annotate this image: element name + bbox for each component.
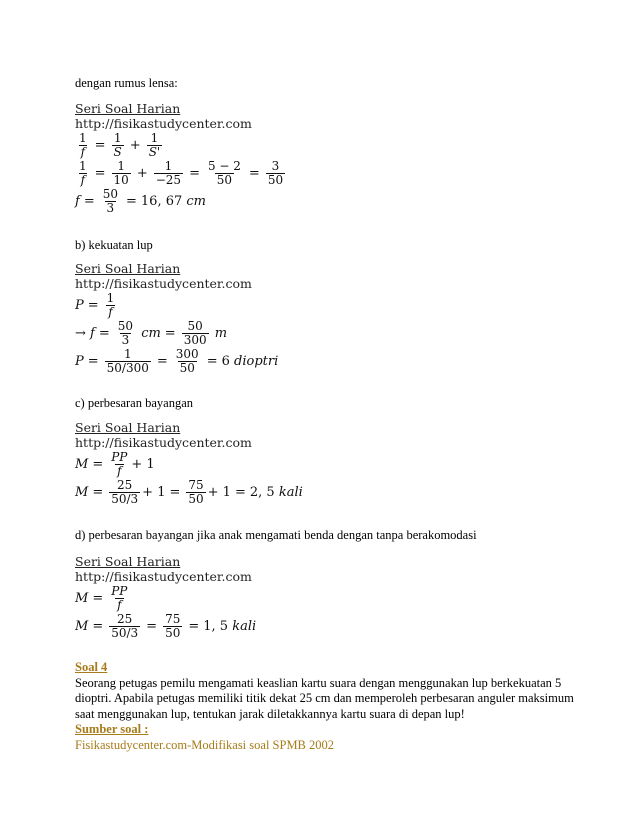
site-url: http://fisikastudycenter.com [75,569,252,584]
site-url: http://fisikastudycenter.com [75,276,252,291]
equation-block-c [75,420,303,506]
section-c-label: c) perbesaran bayangan [75,396,193,410]
site-title: Seri Soal Harian [75,420,181,435]
equation-lens-formula: $\frac{1}{f}$ = $\frac{1}{S}$ + $\frac{1}{S'}$ [79,131,161,159]
problem-body: Seorang petugas pemilu mengamati keaslian kartu suara dengan menggunakan lup berkekuatan 5 dioptri. Apabila petugas memiliki titik dekat 25 cm dan memperoleh perbesaran anguler maksimum saat menggunakan lup, tentukan jarak diletakkannya kartu suara di depan lup! [75,675,574,721]
problem-4 [75,660,575,753]
equation-block-b [75,261,278,375]
source-label: Sumber soal : [75,722,149,736]
equation-magnification-formula: M = $\frac{PP}{f}$ + 1 [75,450,155,478]
equation-relaxed-formula: M = $\frac{PP}{f}$ [75,584,128,612]
site-title: Seri Soal Harian [75,101,181,116]
site-url: http://fisikastudycenter.com [75,116,252,131]
equation-focal-conversion: → f = $\frac{50}{3}$ cm = $\frac{50}{300}$ m [75,319,228,347]
site-title: Seri Soal Harian [75,554,181,569]
equation-magnification-result: M = $\frac{25}{50/3}$ + 1 = $\frac{75}{50}$ + 1 = 2, 5 kali [75,478,303,506]
site-url: http://fisikastudycenter.com [75,435,252,450]
source-text: Fisikastudycenter.com-Modifikasi soal SPMB 2002 [75,737,335,752]
equation-relaxed-result: M = $\frac{25}{50/3}$ = $\frac{75}{50}$ = 1, 5 kali [75,612,257,640]
equation-focal-length: f = $\frac{50}{3}$ = 16, 67 cm [75,187,207,215]
intro-text: dengan rumus lensa: [75,76,178,90]
equation-power-result: P = $\frac{1}{50/300}$ = $\frac{300}{50}$ = 6 dioptri [75,347,279,375]
equation-lens-substitution: $\frac{1}{f}$ = $\frac{1}{10}$ + $\frac{1}{-25}$ = $\frac{5 - 2}{50}$ = $\frac{3}{50}$ [79,159,284,187]
site-title: Seri Soal Harian [75,261,181,276]
equation-block-d [75,554,256,640]
section-d-label: d) perbesaran bayangan jika anak mengamati benda dengan tanpa berakomodasi [75,528,477,542]
equation-block-a [75,101,287,215]
equation-power-formula: P = $\frac{1}{f}$ [75,291,115,319]
problem-title: Soal 4 [75,660,108,674]
section-b-label: b) kekuatan lup [75,238,153,252]
